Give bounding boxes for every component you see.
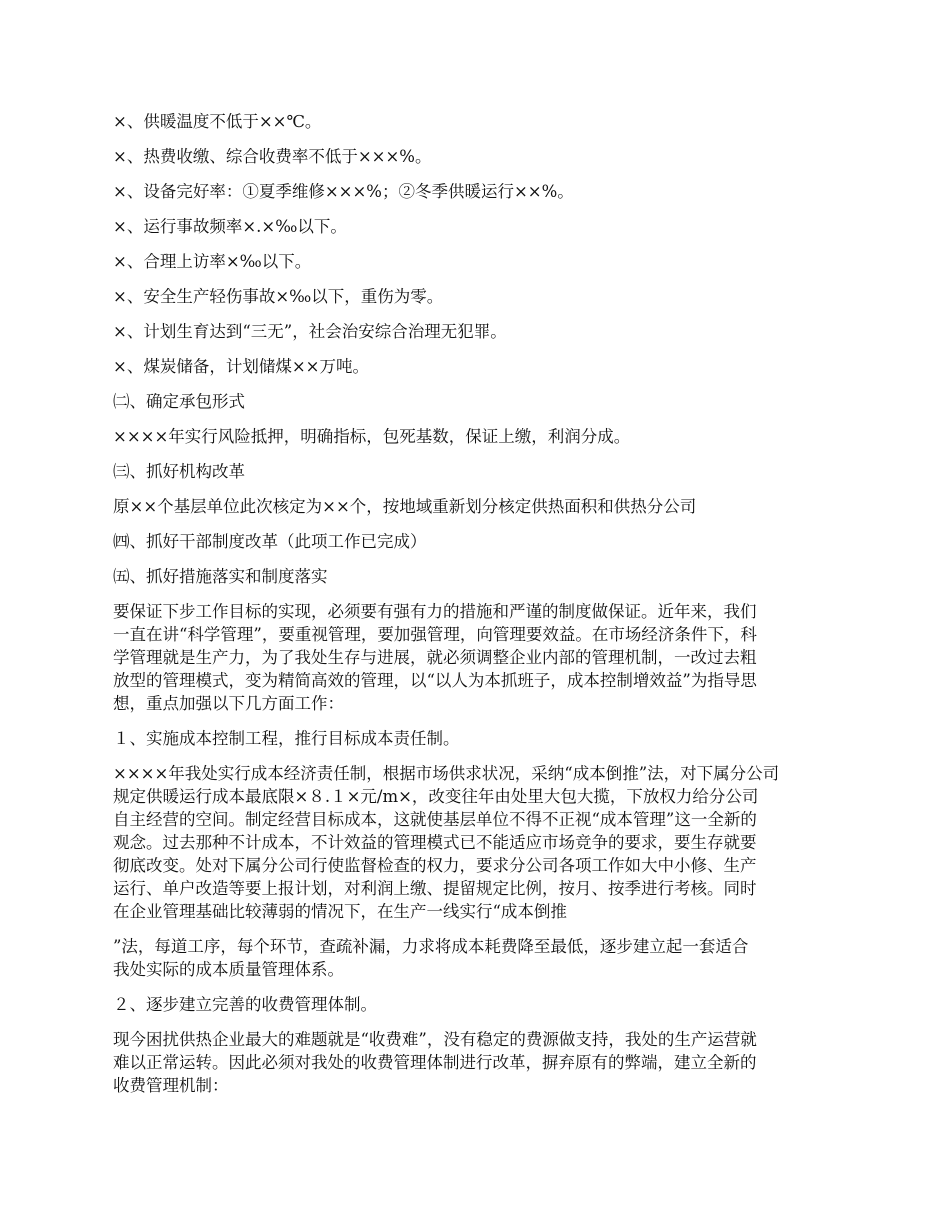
contract-form-text: ××××年实行风险抵押，明确指标，包死基数，保证上缴，利润分成。 — [113, 427, 631, 446]
text-line: ”法，每道工序，每个环节，查疏补漏，力求将成本耗费降至最低，逐步建立起一套适合 — [113, 937, 749, 956]
section-heading-cadre-reform: ㈣、抓好干部制度改革（此项工作已完成） — [113, 532, 427, 551]
text-line: ××××年我处实行成本经济责任制，根据市场供求状况，采纳“成本倒推”法，对下属分公司 — [113, 764, 780, 783]
text-line: 一直在讲“科学管理”，要重视管理，要加强管理，向管理要效益。在市场经济条件下，科 — [113, 625, 757, 644]
target-safety-injury-rate: ×、安全生产轻伤事故×‰以下，重伤为零。 — [113, 287, 444, 306]
text-line: 放型的管理模式，变为精简高效的管理，以“以人为本抓班子，成本控制增效益”为指导思 — [113, 671, 757, 690]
cost-control-paragraph — [113, 762, 841, 923]
text-line: 观念。过去那种不计成本，不计效益的管理模式已不能适应市场竞争的要求，要生存就要 — [113, 833, 757, 852]
text-line: 自主经营的空间。制定经营目标成本，这就使基层单位不得不正视“成本管理”这一全新的 — [113, 810, 757, 829]
text-line: 彻底改变。处对下属分公司行使监督检查的权力，要求分公司各项工作如大中小修、生产 — [113, 856, 757, 875]
text-line: 想，重点加强以下几方面工作： — [113, 694, 344, 713]
target-petition-rate: ×、合理上访率×‰以下。 — [113, 252, 312, 271]
cost-control-continuation — [113, 935, 841, 981]
text-line: 难以正常运转。因此必须对我处的收费管理体制进行改革，摒弃原有的弊端，建立全新的 — [113, 1053, 757, 1072]
target-heating-temperature: ×、供暖温度不低于××℃。 — [113, 112, 322, 131]
text-line: 现今困扰供热企业最大的难题就是“收费难”，没有稳定的费源做支持，我处的生产运营就 — [113, 1030, 757, 1049]
text-line: 运行、单户改造等要上报计划，对利润上缴、提留规定比例，按月、按季进行考核。同时 — [113, 879, 757, 898]
text-line: 我处实际的成本质量管理体系。 — [113, 960, 344, 979]
text-line: 收费管理机制： — [113, 1076, 229, 1095]
section-heading-contract-form: ㈡、确定承包形式 — [113, 392, 245, 411]
fee-management-paragraph — [113, 1028, 841, 1097]
subheading-cost-control: １、实施成本控制工程，推行目标成本责任制。 — [113, 729, 460, 748]
text-line: 学管理就是生产力，为了我处生存与进展，就必须调整企业内部的管理机制，一改过去粗 — [113, 648, 757, 667]
measures-intro-paragraph — [113, 600, 841, 715]
org-reform-text: 原××个基层单位此次核定为××个，按地域重新划分核定供热面积和供热分公司 — [113, 497, 697, 516]
target-accident-frequency: ×、运行事故频率×.×‰以下。 — [113, 217, 347, 236]
text-line: 在企业管理基础比较薄弱的情况下，在生产一线实行“成本倒推 — [113, 902, 567, 921]
target-equipment-rate: ×、设备完好率：①夏季维修×××%；②冬季供暖运行××%。 — [113, 182, 574, 201]
subheading-fee-management: ２、逐步建立完善的收费管理体制。 — [113, 995, 377, 1014]
document-body — [113, 110, 841, 1109]
target-fee-collection-rate: ×、热费收缴、综合收费率不低于×××%。 — [113, 147, 432, 166]
text-line: 要保证下步工作目标的实现，必须要有强有力的措施和严谨的制度做保证。近年来，我们 — [113, 602, 757, 621]
target-coal-reserve: ×、煤炭储备，计划储煤××万吨。 — [113, 357, 369, 376]
text-line: 规定供暖运行成本最底限×８.１×元/m×，改变往年由处里大包大揽，下放权力给分公司 — [113, 787, 759, 806]
target-family-planning: ×、计划生育达到“三无”，社会治安综合治理无犯罪。 — [113, 322, 507, 341]
section-heading-measures: ㈤、抓好措施落实和制度落实 — [113, 567, 328, 586]
section-heading-org-reform: ㈢、抓好机构改革 — [113, 462, 245, 481]
